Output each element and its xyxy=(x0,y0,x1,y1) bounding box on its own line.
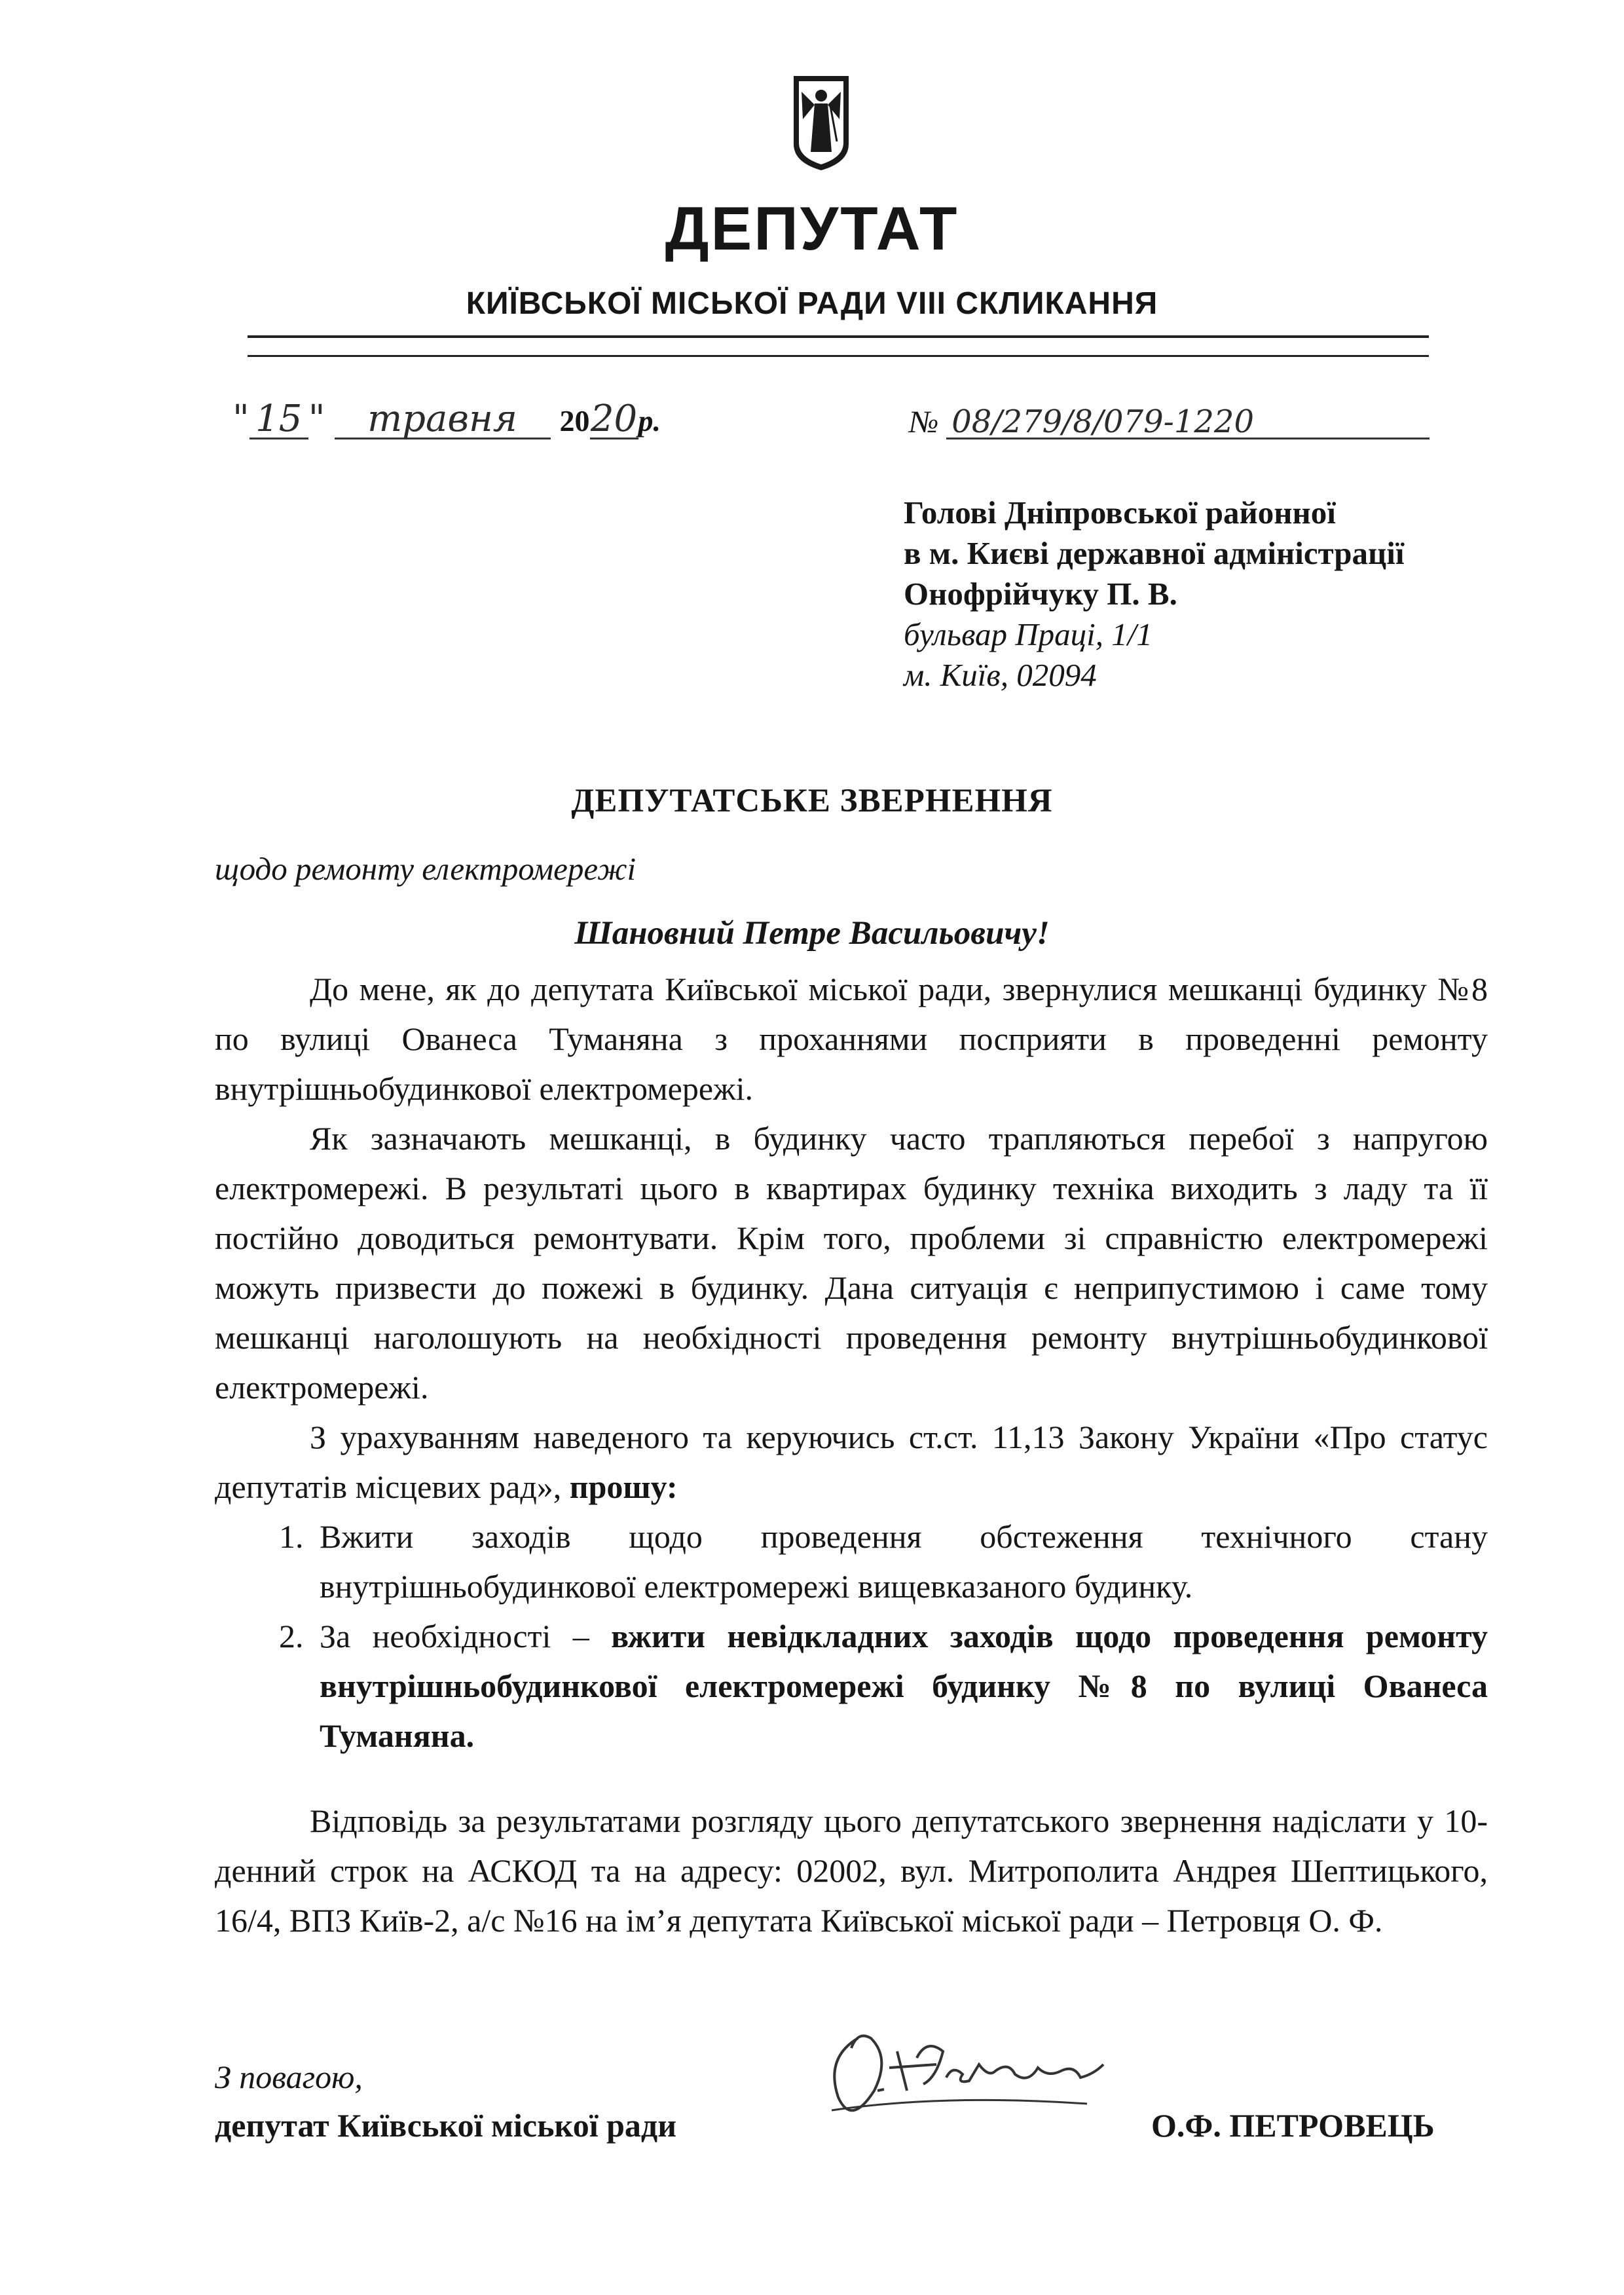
date-field xyxy=(232,398,661,440)
registration-number-field xyxy=(909,403,1430,440)
date-quote-open: " xyxy=(232,398,249,440)
request-list xyxy=(215,1512,1488,1761)
document-title: ДЕПУТАТСЬКЕ ЗВЕРНЕННЯ xyxy=(571,783,1053,819)
date-year-prefix: 20 xyxy=(559,404,590,438)
addressee-street: бульвар Праці, 1/1 xyxy=(904,616,1153,652)
paragraph-3-text: З урахуванням наведеного та керуючись ст.ст. 11,13 Закону України «Про статус депутатів місцевих рад», xyxy=(215,1419,1488,1505)
addressee-name: Онофрійчуку П. В. xyxy=(904,576,1177,612)
salutation: Шановний Петре Васильовичу! xyxy=(574,915,1050,952)
date-year-mark: р. xyxy=(638,404,661,438)
number-sign: № xyxy=(909,405,939,439)
paragraph-3-request: прошу: xyxy=(569,1468,678,1505)
kyiv-coat-of-arms-icon xyxy=(791,73,851,173)
letter-body xyxy=(215,964,1488,1945)
header-title: ДЕПУТАТ xyxy=(665,194,959,263)
paragraph-reply: Відповідь за результатами розгляду цього депутатського звернення надіслати у 10-денний строк на АСКОД та на адресу: 02002, вул. Митрополита Андрея Шептицького, 16/4, ВПЗ Київ-2, а/с №16 на ім’я депутата Київської міської ради – Петровця О. Ф. xyxy=(215,1802,1488,1939)
paragraph-2: Як зазначають мешканці, в будинку часто трапляються перебої з напругою електромережі. В результаті цього в квартирах будинку техніка виходить з ладу та її постійно доводиться ремонтувати. Крім того, проблеми зі справністю електромережі можуть призвести до пожежі в будинку. Дана ситуація є неприпустимою і саме тому мешканці наголошують на необхідності проведення ремонту внутрішньобудинкової електромережі. xyxy=(215,1120,1488,1406)
date-day: 15 xyxy=(249,401,308,439)
request-item-2-text: За необхідності – xyxy=(320,1618,612,1654)
date-year-suffix: 20 xyxy=(590,398,638,440)
closing: З повагою, xyxy=(215,2059,363,2095)
header-rule-thick xyxy=(248,335,1429,338)
handwritten-signature-icon xyxy=(812,2012,1126,2136)
document-subject: щодо ремонту електромережі xyxy=(215,851,637,887)
signer-name: О.Ф. ПЕТРОВЕЦЬ xyxy=(1151,2107,1435,2144)
date-month: травня xyxy=(335,401,551,439)
request-item-1: 1. Вжити заходів щодо проведення обстеження технічного стану внутрішньобудинкової електромережі вищевказаного будинку. xyxy=(312,1512,1488,1611)
request-item-2-bold: вжити невідкладних заходів щодо проведення ремонту внутрішньобудинкової електромережі будинку №8 по вулиці Ованеса Туманяна. xyxy=(320,1618,1488,1754)
addressee-city: м. Київ, 02094 xyxy=(904,657,1097,693)
date-quote-close: " xyxy=(308,398,325,440)
paragraph-3 xyxy=(215,1412,1488,1512)
signer-title: депутат Київської міської ради xyxy=(215,2107,677,2144)
addressee-line-1: Голові Дніпровської районної xyxy=(904,494,1336,531)
header-subtitle: КИЇВСЬКОЇ МІСЬКОЇ РАДИ VIII СКЛИКАННЯ xyxy=(466,286,1158,321)
addressee-block xyxy=(904,493,1404,696)
addressee-line-2: в м. Києві державної адміністрації xyxy=(904,535,1405,571)
header-rule-thin xyxy=(248,355,1429,357)
paragraph-1: До мене, як до депутата Київської міської ради, звернулися мешканці будинку №8 по вулиці Ованеса Туманяна з проханнями посприяти в проведенні ремонту внутрішньобудинкової електромережі. xyxy=(215,971,1488,1107)
request-item-2 xyxy=(312,1611,1488,1761)
registration-number: 08/279/8/079-1220 xyxy=(946,406,1430,439)
